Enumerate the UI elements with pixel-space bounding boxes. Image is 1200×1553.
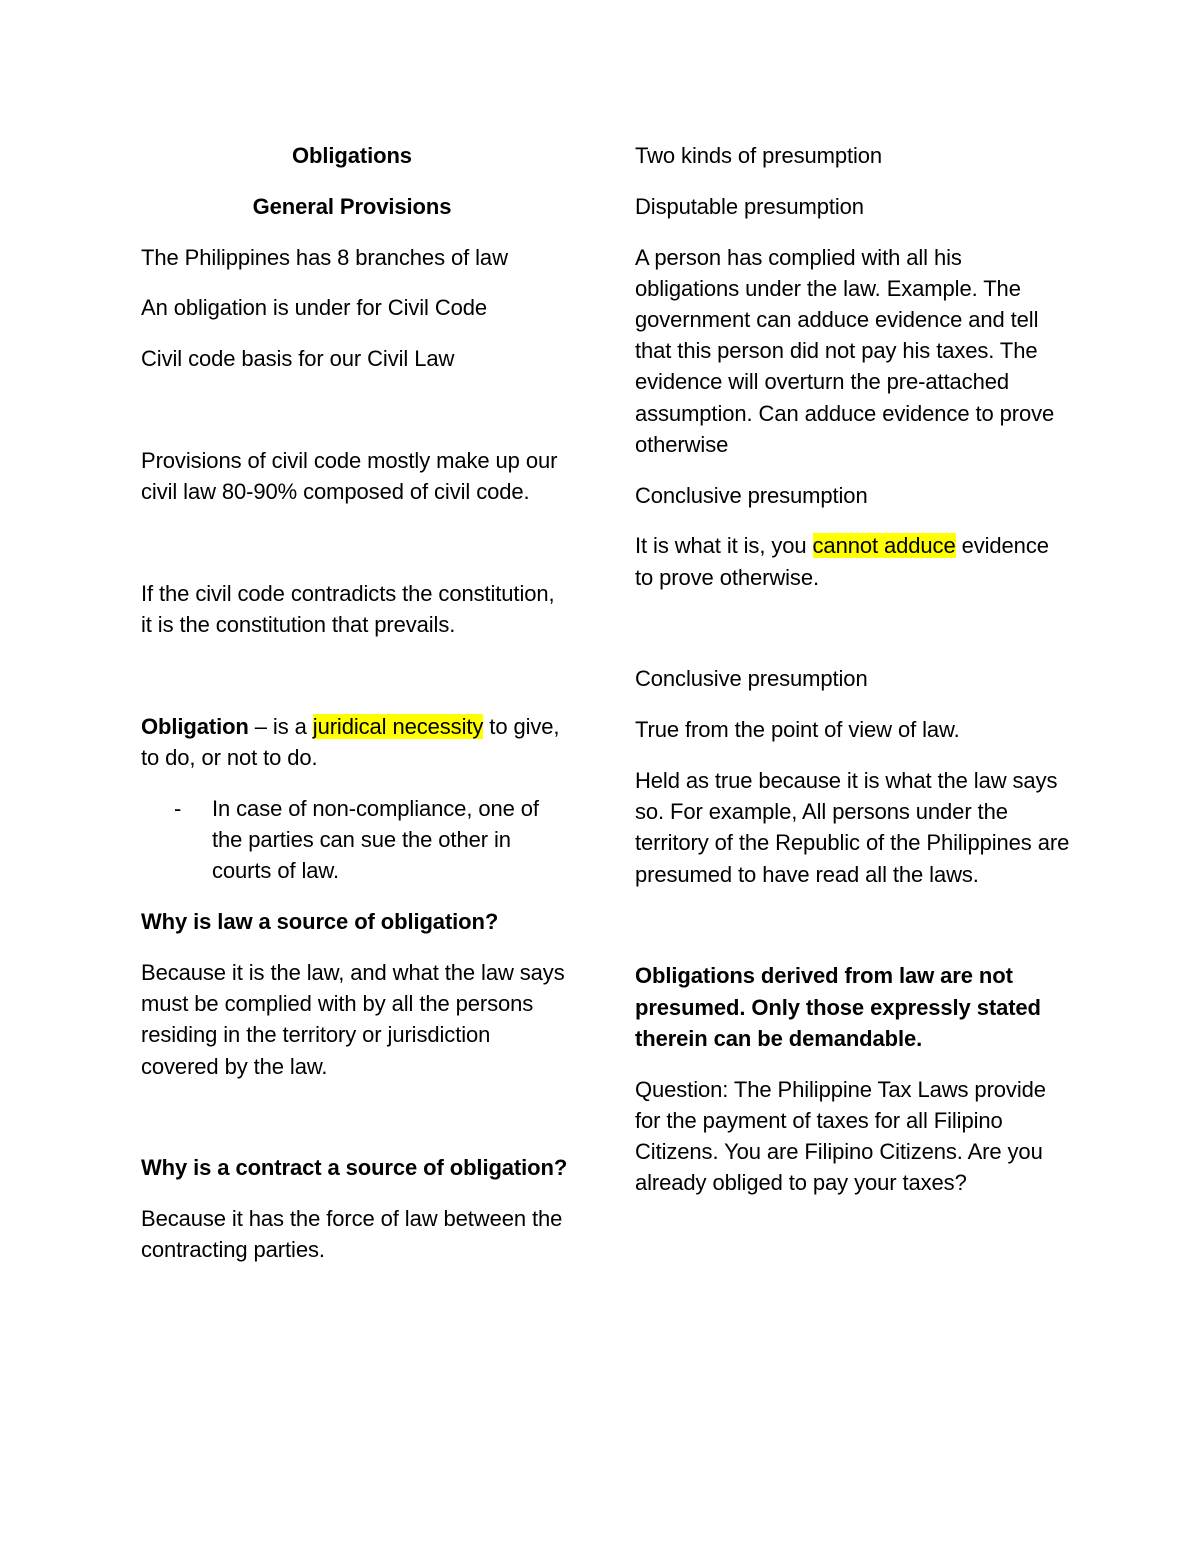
spacer — [635, 612, 1070, 663]
answer-law: Because it is the law, and what the law says must be complied with by all the persons residing in the territory or jurisdiction covered by the law. — [141, 959, 565, 1079]
paragraph-true-from-law: True from the point of view of law. — [635, 717, 960, 743]
paragraph-civil-code: An obligation is under for Civil Code — [141, 295, 488, 321]
question-heading-contract: Why is a contract a source of obligation? — [141, 1155, 568, 1181]
paragraph-conclusive: Conclusive presumption — [635, 482, 868, 508]
spacer — [141, 1101, 571, 1152]
paragraph-disputable: Disputable presumption — [635, 193, 864, 219]
bullet-dash: - — [174, 795, 182, 821]
paragraph-held-as-true: Held as true because it is what the law says so. For example, All persons under the territory of the Republic of the Philippines are presumed to have read all the laws. — [635, 768, 1070, 887]
left-column — [141, 140, 571, 1285]
bullet-text: In case of non-compliance, one of the parties can sue the other in courts of law. — [212, 795, 539, 884]
answer-contract: Because it has the force of law between the contracting parties. — [141, 1206, 563, 1263]
paragraph-provisions: Provisions of civil code mostly make up our civil law 80-90% composed of civil code. — [141, 447, 558, 505]
document-title: Obligations — [292, 143, 412, 168]
paragraph-conclusive-2: Conclusive presumption — [635, 666, 868, 692]
paragraph-conclusive-explanation — [635, 530, 1070, 592]
paragraph-branches: The Philippines has 8 branches of law — [141, 244, 508, 270]
right-column — [635, 140, 1070, 1218]
definition-term: Obligation — [141, 713, 249, 739]
spacer — [141, 660, 571, 711]
paragraph-disputable-explanation: A person has complied with all his obligations under the law. Example. The government can adduce evidence and tell that this person did not pay his taxes. The evidence will overturn the pre-attached assumption. Can adduce evidence to prove otherwise — [635, 244, 1055, 457]
definition-rest: to give, to do, or not to do. — [141, 713, 560, 771]
question-heading-law: Why is law a source of obligation? — [141, 909, 499, 935]
paragraph-question: Question: The Philippine Tax Laws provide for the payment of taxes for all Filipino Citizens. You are Filipino Citizens. Are you already obliged to pay your taxes? — [635, 1076, 1046, 1196]
obligation-definition — [141, 711, 571, 773]
paragraph-civil-law-basis: Civil code basis for our Civil Law — [141, 346, 455, 372]
spacer — [141, 394, 571, 445]
highlighted-text: cannot adduce — [812, 533, 956, 559]
spacer — [141, 527, 571, 578]
highlighted-text: juridical necessity — [312, 713, 484, 739]
text-span: It is what it is, you — [635, 533, 813, 559]
text-span: evidence to prove otherwise. — [635, 533, 1049, 590]
paragraph-two-kinds: Two kinds of presumption — [635, 143, 883, 168]
spacer — [635, 909, 1070, 960]
bold-statement: Obligations derived from law are not presumed. Only those expressly stated therein can be demandable. — [635, 963, 1041, 1051]
paragraph-constitution: If the civil code contradicts the constitution, it is the constitution that prevails. — [141, 580, 555, 638]
definition-connector: – is a — [248, 713, 313, 739]
section-heading: General Provisions — [252, 193, 452, 219]
list-item — [141, 793, 571, 887]
